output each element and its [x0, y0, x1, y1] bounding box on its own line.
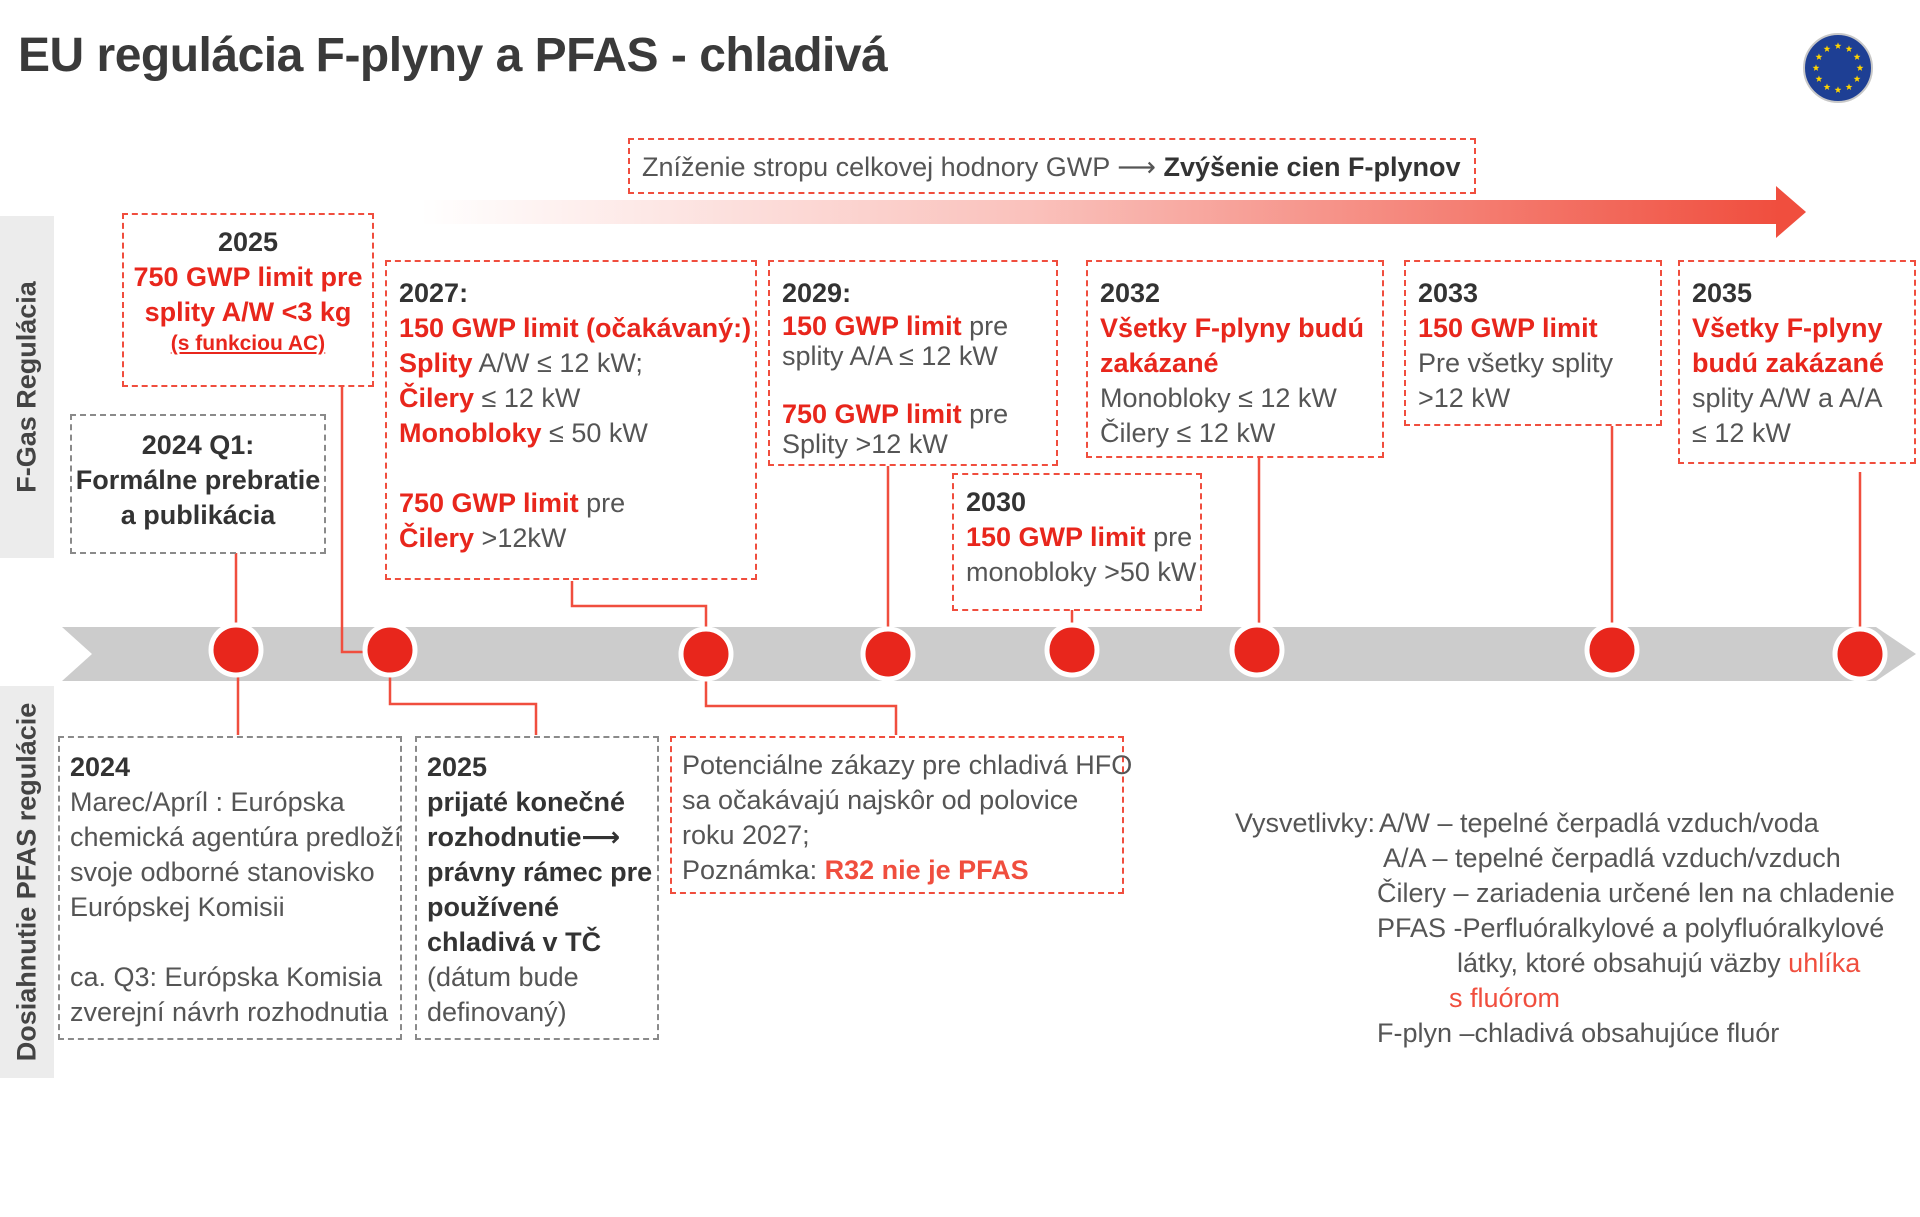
box-2025-line2: splity A/W <3 kg [144, 297, 352, 327]
box-2030-150-pre: pre [1145, 522, 1193, 552]
box-2029-line4: Splity >12 kW [782, 429, 948, 459]
box-2032-line2: zakázané [1100, 348, 1219, 378]
box-hfo-note-value: R32 nie je PFAS [824, 855, 1029, 885]
banner-text: Zníženie stropu celkovej hodnory GWP ⟶ [642, 152, 1156, 182]
box-2027-splity: Splity [399, 348, 473, 378]
box-2025-fgas [122, 213, 374, 387]
legend-pfas-3: s fluórom [1449, 983, 1561, 1013]
box-2029-year: 2029: [782, 278, 852, 308]
box-2025-line1: 750 GWP limit pre [133, 262, 363, 292]
legend-aa: A/A – tepelné čerpadlá vzduch/vzduch [1383, 843, 1841, 873]
box-2029-150-limit: 150 GWP limit [782, 311, 962, 341]
box-2030-year: 2030 [966, 487, 1027, 517]
box-2029 [768, 260, 1058, 466]
box-2033-line2: Pre všetky splity [1418, 348, 1614, 378]
box-pfas-2025-line5: chladivá v TČ [427, 927, 602, 957]
box-2035-line2: budú zakázané [1692, 348, 1885, 378]
box-2027-cilery-2: Čilery [399, 523, 475, 553]
marker-2024q1 [211, 625, 261, 675]
box-2030-line2: monobloky >50 kW [966, 557, 1197, 587]
box-pfas-2024 [58, 736, 402, 1040]
box-pfas-2024-line5: ca. Q3: Európska Komisia [70, 962, 383, 992]
box-2035-line1: Všetky F-plyny [1692, 313, 1883, 343]
box-pfas-2025-year: 2025 [427, 752, 488, 782]
box-2029-150-pre: pre [961, 311, 1009, 341]
box-2032-year: 2032 [1100, 278, 1161, 308]
box-hfo [670, 736, 1133, 894]
marker-2032 [1232, 625, 1282, 675]
box-2024q1-line2: Formálne prebratie [75, 465, 321, 495]
legend-cilery: Čilery – zariadenia určené len na chladenie [1377, 878, 1895, 908]
box-2024q1-line3: a publikácia [120, 500, 276, 530]
legend-pfas-2: látky, ktoré obsahujú väzby [1457, 948, 1789, 978]
marker-2027 [681, 629, 731, 679]
box-2035-line3: splity A/W a A/A [1692, 383, 1883, 413]
legend-aw: A/W – tepelné čerpadlá vzduch/voda [1379, 808, 1819, 838]
box-2032-line1: Všetky F-plyny budú [1100, 313, 1365, 343]
box-pfas-2024-line2: chemická agentúra predloží [70, 822, 402, 852]
box-pfas-2025-line4: používené [427, 892, 560, 922]
box-2027-cilery: Čilery [399, 383, 475, 413]
box-pfas-2025-line3: právny rámec pre [427, 857, 653, 887]
marker-2030 [1047, 625, 1097, 675]
box-2032-line3: Monobloky ≤ 12 kW [1100, 383, 1337, 413]
box-2029-750-limit: 750 GWP limit [782, 399, 962, 429]
box-2029-line2: splity A/A ≤ 12 kW [782, 341, 998, 371]
box-2033-year: 2033 [1418, 278, 1479, 308]
box-2025-line3: (s funkciou AC) [170, 332, 326, 355]
box-hfo-line3: roku 2027; [682, 820, 810, 850]
box-pfas-2025-line7: definovaný) [427, 997, 567, 1027]
box-hfo-note-label: Poznámka: [682, 855, 825, 885]
box-2024q1-line1: 2024 Q1: [141, 430, 255, 460]
box-pfas-2024-year: 2024 [70, 752, 131, 782]
box-2027-750-pre: pre [578, 488, 626, 518]
box-2025-year: 2025 [217, 227, 279, 257]
connector-2025-top [342, 386, 390, 652]
box-2033-line1: 150 GWP limit [1418, 313, 1598, 343]
box-2030-150-limit: 150 GWP limit [966, 522, 1146, 552]
box-2027-splity-value: A/W ≤ 12 kW; [472, 348, 643, 378]
box-2027-line1: 150 GWP limit (očakávaný:) [399, 313, 752, 343]
banner-bold-text: Zvýšenie cien F-plynov [1163, 152, 1461, 182]
box-2027 [385, 260, 757, 580]
box-2027-cilery-value: ≤ 12 kW [474, 383, 581, 413]
box-2035-line4: ≤ 12 kW [1692, 418, 1791, 448]
gwp-trend-arrow-shaft [420, 200, 1780, 224]
box-pfas-2025 [415, 736, 659, 1040]
box-2032 [1086, 260, 1384, 458]
box-2032-line4: Čilery ≤ 12 kW [1100, 418, 1276, 448]
box-pfas-2024-line6: zverejní návrh rozhodnutia [70, 997, 389, 1027]
fgas-side-label-text: F-Gas Regulácia [11, 281, 42, 493]
legend-pfas-1: PFAS -Perfluóralkylové a polyfluóralkylové [1377, 913, 1885, 943]
box-pfas-2025-line2: rozhodnutie⟶ [427, 822, 621, 852]
marker-2025 [365, 625, 415, 675]
legend-fplyn: F-plyn –chladivá obsahujúce fluór [1377, 1018, 1780, 1048]
box-pfas-2025-line6: (dátum bude [427, 962, 579, 992]
box-hfo-line1: Potenciálne zákazy pre chladivá HFO [682, 750, 1133, 780]
box-2035 [1678, 260, 1916, 464]
box-2030 [952, 473, 1202, 611]
legend-label: Vysvetlivky: [1235, 808, 1376, 838]
gwp-trend-arrow-head [1776, 186, 1806, 238]
box-2035-year: 2035 [1692, 278, 1753, 308]
gwp-banner [628, 138, 1476, 194]
box-hfo-line2: sa očakávajú najskôr od polovice [682, 785, 1079, 815]
box-2027-monobloky-value: ≤ 50 kW [541, 418, 648, 448]
pfas-side-label-text: Dosiahnutie PFAS regulácie [11, 702, 42, 1062]
box-2027-cilery-2-value: >12kW [474, 523, 567, 553]
page-title: EU regulácia F-plyny a PFAS - chladivá [18, 29, 888, 82]
marker-2033 [1587, 625, 1637, 675]
legend-pfas-2-highlight: uhlíka [1788, 948, 1861, 978]
box-pfas-2024-line1: Marec/Apríl : Európska [70, 787, 345, 817]
box-2029-750-pre: pre [961, 399, 1009, 429]
box-2033 [1404, 260, 1662, 426]
box-2024q1 [70, 414, 326, 554]
box-2033-line3: >12 kW [1418, 383, 1511, 413]
marker-2035 [1835, 629, 1885, 679]
marker-2029 [863, 629, 913, 679]
box-pfas-2024-line3: svoje odborné stanovisko [70, 857, 375, 887]
box-2027-monobloky: Monobloky [399, 418, 542, 448]
box-2027-750-limit: 750 GWP limit [399, 488, 579, 518]
box-pfas-2024-line4: Európskej Komisii [70, 892, 285, 922]
box-2027-year: 2027: [399, 278, 469, 308]
box-pfas-2025-line1: prijaté konečné [427, 787, 626, 817]
